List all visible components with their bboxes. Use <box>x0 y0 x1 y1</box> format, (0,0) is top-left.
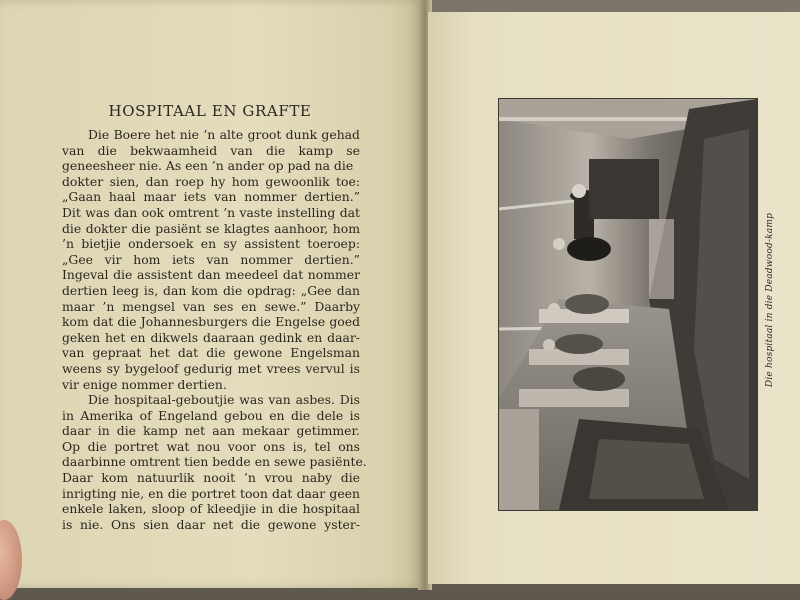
body-text <box>62 127 367 532</box>
text-line: maar ’n mengsel van ses en sewe.” Daarby <box>62 298 360 314</box>
photo-caption: Die hospitaal in die Deadwood-kamp <box>765 212 775 388</box>
text-line: inrigting nie, en die portret toon dat daar geen <box>62 485 360 501</box>
text-line: Op die portret wat nou voor ons is, tel ons <box>62 438 360 454</box>
text-line: geneesheer nie. As een ’n ander op pad na die <box>62 158 354 174</box>
text-line: weens sy bygeloof gedurig met vrees vervul is <box>62 360 360 376</box>
text-line: van die bekwaamheid van die kamp se <box>62 142 360 158</box>
text-line: Die hospitaal-geboutjie was van asbes. Dis <box>88 392 360 408</box>
text-line: dokter sien, dan roep hy hom gewoonlik toe: <box>62 173 360 189</box>
text-line: „Gee vir hom iets van nommer dertien.” <box>62 251 360 267</box>
text-line: vir enige nommer dertien. <box>62 376 227 392</box>
text-line: daarbinne omtrent tien bedde en sewe pasiënte. <box>62 454 367 470</box>
text-line: ’n bietjie ondersoek en sy assistent toeroep: <box>62 236 360 252</box>
text-line: Dit was dan ook omtrent ’n vaste instelling dat <box>62 204 360 220</box>
chapter-title: HOSPITAAL EN GRAFTE <box>108 102 312 120</box>
text-line: is nie. Ons sien daar net die gewone yster- <box>62 516 360 532</box>
text-line: enkele laken, sloop of kleedjie in die hospitaal <box>62 501 360 517</box>
text-line: dertien leeg is, dan kom die opdrag: „Gee dan <box>62 282 360 298</box>
text-line: kom dat die Johannesburgers die Engelse goed <box>62 314 360 330</box>
text-line: Daar kom natuurlik nooit ’n vrou naby die <box>62 470 360 486</box>
text-line: in Amerika of Engeland gebou en die dele is <box>62 407 360 423</box>
text-line: Die Boere het nie ’n alte groot dunk gehad <box>88 127 360 142</box>
text-line: daar in die kamp net aan mekaar getimmer. <box>62 423 360 439</box>
text-line: van gepraat het dat die gewone Engelsman <box>62 345 360 361</box>
text-line: Ingeval die assistent dan meedeel dat nommer <box>62 267 360 283</box>
text-line: „Gaan haal maar iets van nommer dertien.” <box>62 189 360 205</box>
hospital-photograph <box>498 98 758 511</box>
text-line: geken het en dikwels daaraan gedink en daar- <box>62 329 360 345</box>
text-line: die dokter die pasiënt se klagtes aanhoor, hom <box>62 220 360 236</box>
